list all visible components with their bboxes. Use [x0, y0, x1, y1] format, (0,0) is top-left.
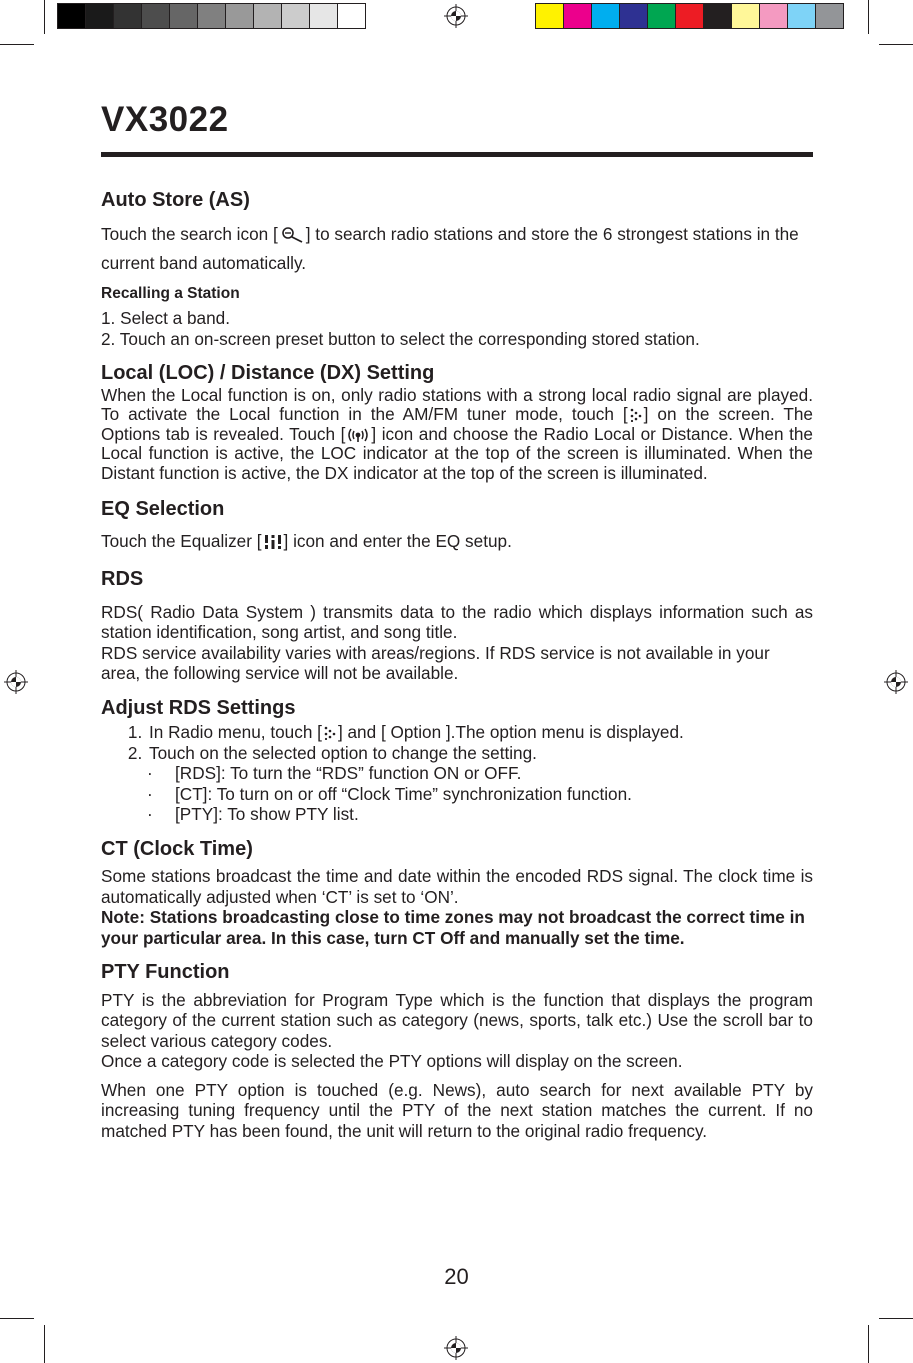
options-dots-icon: [630, 408, 642, 422]
rds-section: [101, 569, 813, 684]
gray-color-bar: [57, 3, 365, 29]
text-run: When the Local function is on, only radio stations with a strong local radio signal are played. To activate the Local function in the AM/FM tuner mode, touch [: [101, 384, 813, 424]
pty-text: When one PTY option is touched (e.g. News), auto search for next available PTY by increasing tuning frequency until the PTY of the next station matches the current. If no matched PTY has been found, the unit will return to the original radio frequency.: [101, 1079, 813, 1141]
text-run: ] to search radio stations and store the 6 strongest stations in the current band automatically.: [101, 223, 799, 273]
recall-step: 1. Select a band.: [101, 308, 230, 328]
model-title: VX3022: [101, 100, 229, 139]
section-heading: RDS: [101, 568, 144, 590]
color-swatch: [113, 3, 142, 29]
section-heading: EQ Selection: [101, 498, 225, 520]
clock-time-section: [101, 839, 813, 949]
registration-mark-icon: [444, 1336, 468, 1360]
registration-mark-icon: [884, 670, 908, 694]
crop-mark: [879, 1318, 913, 1319]
color-swatch: [337, 3, 366, 29]
color-swatch: [703, 3, 732, 29]
text-run: ] icon and choose the Radio Local or Distance. When the Local function is active, the LOC indicator at the top of the screen is illuminated. When the Distant function is active, the DX indicator at the top of the screen is illuminated.: [101, 423, 813, 483]
auto-store-text: [101, 220, 813, 278]
steps-list: [101, 722, 813, 763]
auto-store-section: [101, 190, 813, 349]
text-run: Touch the search icon [: [101, 223, 278, 244]
color-swatch: [57, 3, 86, 29]
color-swatch: [815, 3, 844, 29]
list-item: [147, 722, 813, 743]
text-run: ] on the screen. The Options tab is revealed. Touch [: [101, 404, 813, 444]
color-swatch: [197, 3, 226, 29]
pty-text: PTY is the abbreviation for Program Type which is the function that displays the program category of the current station such as category (news, sports, talk etc.) Use the scroll bar to select various category codes.: [101, 989, 813, 1051]
crop-mark: [0, 44, 34, 45]
color-swatch: [731, 3, 760, 29]
color-swatch: [591, 3, 620, 29]
rds-text: RDS service availability varies with areas/regions. If RDS service is not available in your area, the following service will not be available.: [101, 642, 770, 683]
list-item: · [RDS]: To turn the “RDS” function ON or OFF.: [147, 763, 813, 784]
section-heading: Auto Store (AS): [101, 189, 250, 211]
manual-body: [101, 190, 813, 1151]
crop-mark: [868, 1325, 869, 1363]
crop-mark: [44, 0, 45, 34]
color-swatch: [225, 3, 254, 29]
color-swatch: [169, 3, 198, 29]
color-swatch: [675, 3, 704, 29]
registration-mark-icon: [4, 670, 28, 694]
color-swatch: [253, 3, 282, 29]
color-swatch: [787, 3, 816, 29]
color-swatch: [759, 3, 788, 29]
local-dx-text: [101, 386, 813, 484]
list-item: 2. Touch on the selected option to change the setting.: [147, 743, 813, 764]
list-item: · [PTY]: To show PTY list.: [147, 804, 813, 825]
search-icon: [280, 227, 304, 243]
color-swatch: [619, 3, 648, 29]
color-swatch: [647, 3, 676, 29]
crop-mark: [879, 44, 913, 45]
clock-time-text: Some stations broadcast the time and date within the encoded RDS signal. The clock time is automatically adjusted when ‘CT’ is set to ‘ON’.: [101, 866, 813, 907]
eq-text: [101, 531, 813, 552]
color-swatch: [281, 3, 310, 29]
list-item: · [CT]: To turn on or off “Clock Time” synchronization function.: [147, 784, 813, 805]
clock-time-note: Note: Stations broadcasting close to time zones may not broadcast the correct time in your particular area. In this case, turn CT Off and manually set the time.: [101, 907, 805, 948]
process-color-bar: [535, 3, 843, 29]
section-heading: CT (Clock Time): [101, 837, 253, 860]
rds-text: RDS( Radio Data System ) transmits data to the radio which displays information such as station identification, song artist, and song title.: [101, 601, 813, 642]
adjust-rds-section: [101, 698, 813, 825]
options-list: [101, 763, 813, 825]
text-run: ] icon and enter the EQ setup.: [283, 530, 512, 551]
color-swatch: [85, 3, 114, 29]
crop-mark: [44, 1325, 45, 1363]
local-dx-section: [101, 363, 813, 483]
color-swatch: [141, 3, 170, 29]
equalizer-icon: [264, 534, 282, 550]
recall-step: 2. Touch an on-screen preset button to select the corresponding stored station.: [101, 328, 700, 349]
crop-mark: [0, 1318, 34, 1319]
crop-mark: [868, 0, 869, 34]
header-rule: [101, 152, 813, 157]
radio-signal-icon: [347, 427, 369, 443]
text-run: In Radio menu, touch [: [149, 722, 322, 742]
text-run: Touch the Equalizer [: [101, 530, 262, 551]
section-heading: Adjust RDS Settings: [101, 696, 296, 719]
text-run: ] and [ Option ].The option menu is displayed.: [337, 722, 684, 742]
section-heading: Local (LOC) / Distance (DX) Setting: [101, 362, 435, 384]
subheading: Recalling a Station: [101, 284, 240, 302]
page-number: 20: [444, 1264, 469, 1289]
section-heading: PTY Function: [101, 961, 230, 983]
color-swatch: [309, 3, 338, 29]
pty-section: [101, 962, 813, 1141]
color-swatch: [563, 3, 592, 29]
eq-section: [101, 499, 813, 551]
options-dots-icon: [324, 726, 336, 740]
color-swatch: [535, 3, 564, 29]
pty-text: Once a category code is selected the PTY options will display on the screen.: [101, 1051, 683, 1071]
registration-mark-icon: [444, 4, 468, 28]
